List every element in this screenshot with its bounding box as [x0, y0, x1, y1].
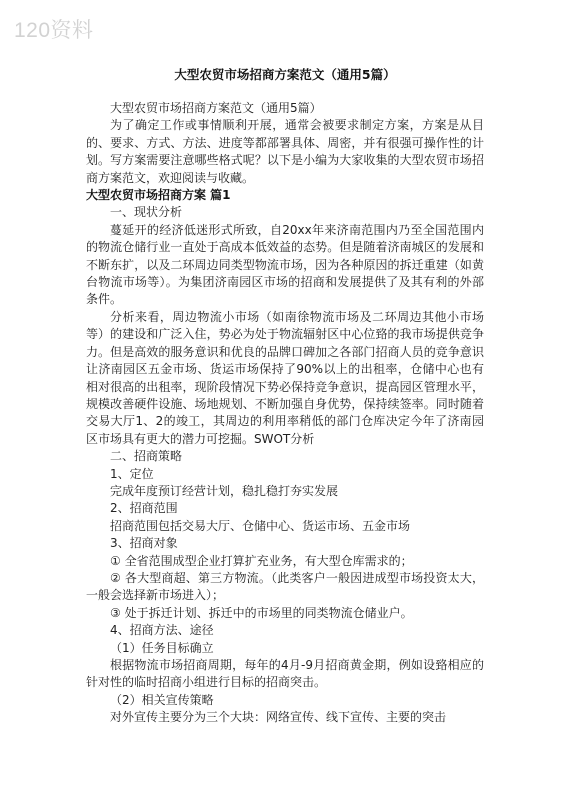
paragraph: 完成年度预订经营计划，稳扎稳打夯实发展	[110, 483, 339, 498]
paragraph: 1、定位	[110, 466, 154, 481]
paragraph: 二、招商策略	[110, 449, 183, 464]
paragraph: 大型农贸市场招商方案范文（通用5篇）	[110, 101, 322, 115]
document-title: 大型农贸市场招商方案范文（通用5篇）	[174, 67, 396, 82]
section-heading: 大型农贸市场招商方案 篇1	[86, 188, 231, 203]
document-page	[86, 66, 484, 727]
paragraph: 分析来看，周边物流小市场（如南徐物流市场及二环周边其他小市场等）的建设和广泛入住，势必为处于物流辐射区中心位臵的我市场提供竞争力。但是高效的服务意识和优良的品牌口碑加之各部门招商人员的竞争意识让济南园区五金市场、货运市场保持了90%以上的出租率，仓储中心也有相对很高的出租率，现阶段情况下势必保持竞争意识，提高园区管理水平，规模改善硬件设施、场地规划、不断加强自身优势，保持续签率。同时随着交易大厅1、2的竣工，其周边的利用率稍低的部门仓库决定今年了济南园区市场具有更大的潜力可挖掘。SWOT分析	[86, 309, 484, 446]
document-body	[86, 100, 484, 727]
paragraph: （1）任务目标确立	[110, 640, 214, 655]
paragraph: 2、招商范围	[110, 501, 178, 516]
paragraph: ① 全省范围成型企业打算扩充业务，有大型仓库需求的；	[110, 553, 413, 568]
paragraph: 根据物流市场招商周期，每年的4月-9月招商黄金期，例如设臵相应的针对性的临时招商小组进行目标的招商突击。	[86, 658, 484, 690]
paragraph: 对外宣传主要分为三个大块：网络宣传、线下宣传、主要的突击	[110, 710, 447, 725]
paragraph: ③ 处于拆迁计划、拆迁中的市场里的同类物流仓储业户。	[110, 605, 413, 620]
paragraph: 3、招商对象	[110, 536, 178, 551]
paragraph: ② 各大型商超、第三方物流。（此类客户一般因进成型市场投资太大，一般会选择新市场进入）；	[86, 570, 484, 603]
paragraph: 4、招商方法、途径	[110, 623, 214, 638]
paragraph: 为了确定工作或事情顺利开展，通常会被要求制定方案，方案是从目的、要求、方式、方法、进度等都部署具体、周密，并有很强可操作性的计划。写方案需要注意哪些格式呢？以下是小编为大家收集的大型农贸市场招商方案范文，欢迎阅读与收藏。	[86, 118, 484, 185]
paragraph: 一、现状分析	[110, 205, 183, 220]
paragraph: （2）相关宣传策略	[110, 692, 214, 707]
paragraph: 蔓延开的经济低迷形式所致，自20xx年来济南范围内乃至全国范围内的物流仓储行业一直处于高成本低效益的态势。但是随着济南城区的发展和不断东扩，以及二环周边同类型物流市场，因为各种原因的拆迁重建（如黄台物流市场等）。为集团济南园区市场的招商和发展提供了及其有利的外部条件。	[86, 222, 484, 307]
paragraph: 招商范围包括交易大厅、仓储中心、货运市场、五金市场	[110, 518, 411, 533]
watermark: 120资料	[14, 19, 94, 42]
